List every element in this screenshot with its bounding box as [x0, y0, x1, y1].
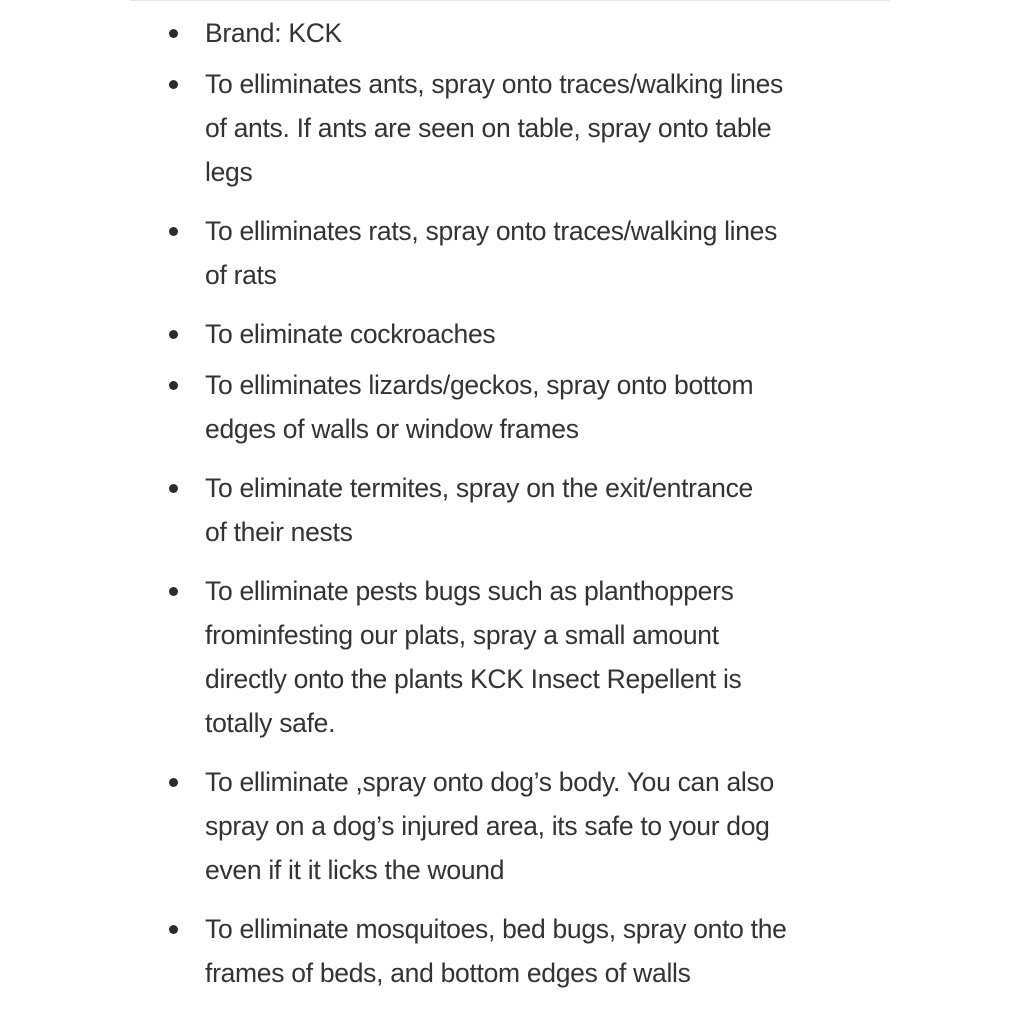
list-item-text: edges of walls or window frames	[205, 414, 579, 444]
bullet-icon	[169, 587, 178, 596]
list-item-text: even if it it licks the wound	[205, 855, 505, 885]
list-item	[0, 62, 1024, 194]
list-item-text: frominfesting our plats, spray a small amount	[205, 620, 719, 650]
list-item	[0, 466, 1024, 554]
bullet-icon	[169, 925, 178, 934]
list-item-text: To elliminates lizards/geckos, spray onto bottom	[205, 370, 754, 400]
list-item-text: spray on a dog’s injured area, its safe to your dog	[205, 811, 770, 841]
bullet-icon	[169, 80, 178, 89]
list-item-text: To elliminate pests bugs such as planthoppers	[205, 576, 734, 606]
list-item-text: To elliminate ,spray onto dog’s body. You can also	[205, 767, 774, 797]
list-item-text: To elliminates ants, spray onto traces/walking lines	[205, 69, 783, 99]
list-item-text: frames of beds, and bottom edges of walls	[205, 958, 691, 988]
list-item	[0, 363, 1024, 451]
list-item-text: legs	[205, 157, 253, 187]
list-item	[0, 907, 1024, 995]
list-item-text: directly onto the plants KCK Insect Repellent is	[205, 664, 742, 694]
bullet-icon	[169, 778, 178, 787]
list-item-text: of their nests	[205, 517, 353, 547]
list-item-text: To eliminate termites, spray on the exit/entrance	[205, 473, 753, 503]
bullet-icon	[169, 29, 178, 38]
bullet-icon	[169, 484, 178, 493]
bullet-icon	[169, 381, 178, 390]
bullet-icon	[169, 227, 178, 236]
list-item-text: Brand: KCK	[205, 18, 342, 48]
list-item-text: totally safe.	[205, 708, 336, 738]
list-item-text: of rats	[205, 260, 277, 290]
list-item	[0, 760, 1024, 892]
bullet-icon	[169, 330, 178, 339]
product-usage-list	[0, 11, 1024, 1010]
list-item-text: of ants. If ants are seen on table, spray onto table	[205, 113, 772, 143]
list-item	[0, 312, 1024, 356]
list-item	[0, 209, 1024, 297]
list-item	[0, 11, 1024, 55]
list-item-text: To elliminates rats, spray onto traces/walking lines	[205, 216, 778, 246]
list-item	[0, 569, 1024, 745]
list-item-text: To eliminate cockroaches	[205, 319, 496, 349]
list-item-text: To elliminate mosquitoes, bed bugs, spray onto the	[205, 914, 787, 944]
top-divider	[130, 0, 890, 1]
